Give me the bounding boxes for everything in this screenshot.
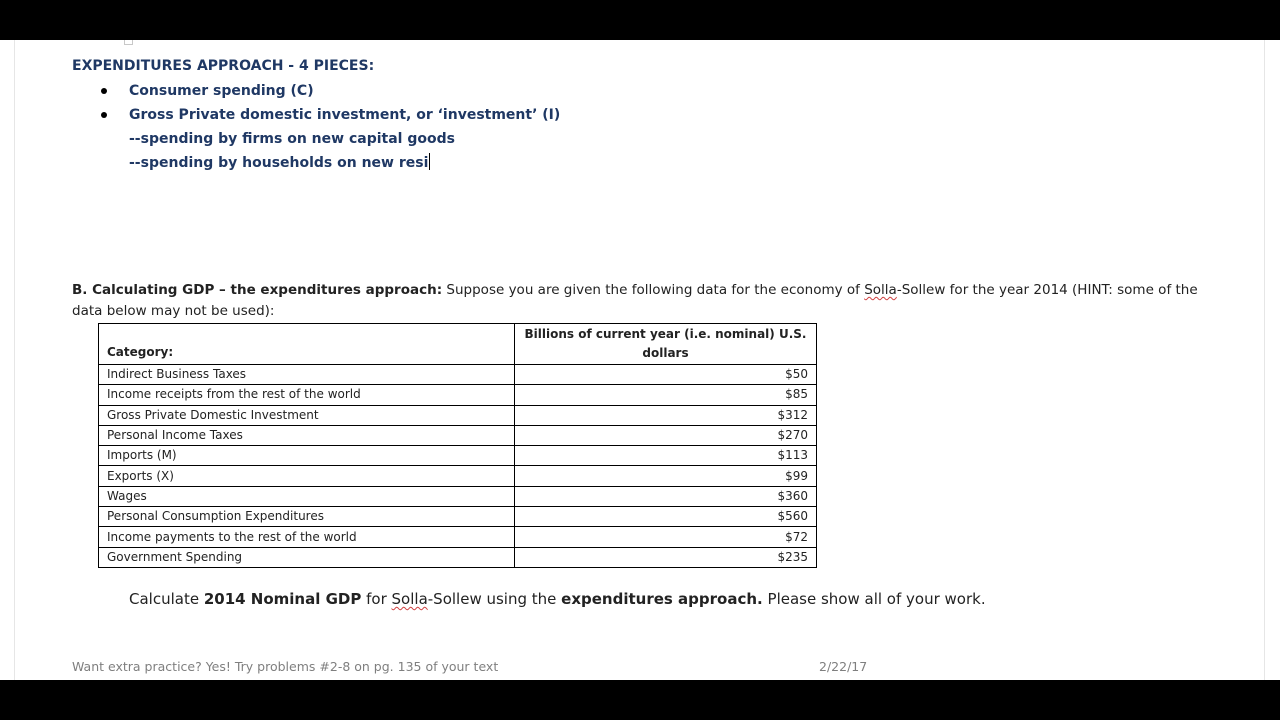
- row-value: $360: [515, 486, 817, 506]
- header-value: Billions of current year (i.e. nominal) U.S. dollars: [515, 324, 817, 365]
- table-row: [99, 527, 817, 547]
- section-heading: EXPENDITURES APPROACH - 4 PIECES:: [72, 58, 375, 74]
- sub-line-text: --spending by firms on new capital goods: [129, 131, 455, 147]
- section-b-text-after: for the year 2014 (HINT: some of the data below may not be used):: [72, 282, 1198, 319]
- section-b-text-before: Suppose you are given the following data for the economy of: [442, 282, 865, 298]
- text-cursor: [429, 153, 430, 170]
- question-text: Please show all of your work.: [762, 590, 986, 608]
- question-text: using the: [481, 590, 562, 608]
- row-value: $270: [515, 425, 817, 445]
- row-value: $235: [515, 547, 817, 567]
- spellcheck-word[interactable]: Solla: [864, 282, 897, 298]
- table-row: [99, 547, 817, 567]
- question-paragraph: [129, 590, 986, 608]
- row-value: $312: [515, 405, 817, 425]
- row-category: Income receipts from the rest of the world: [99, 385, 515, 405]
- row-value: $113: [515, 446, 817, 466]
- table-row: [99, 385, 817, 405]
- section-b-paragraph: [72, 280, 1222, 322]
- question-text: Calculate: [129, 590, 204, 608]
- row-value: $99: [515, 466, 817, 486]
- section-b-title: B. Calculating GDP – the expenditures approach:: [72, 282, 443, 298]
- sub-line-text: --spending by households on new resi: [129, 155, 429, 171]
- table-row: [99, 425, 817, 445]
- row-value: $560: [515, 507, 817, 527]
- footer-date: 2/22/17: [819, 659, 868, 674]
- row-category: Government Spending: [99, 547, 515, 567]
- data-table: [98, 323, 817, 568]
- question-bold-gdp: 2014 Nominal GDP: [203, 590, 362, 608]
- sub-line-firms: [129, 130, 455, 148]
- table-header-row: [99, 324, 817, 365]
- table-row: [99, 405, 817, 425]
- page-left-edge: [14, 40, 15, 680]
- bullet-item-investment: [100, 106, 560, 130]
- row-value: $72: [515, 527, 817, 547]
- table-row: [99, 507, 817, 527]
- bullet-list: [100, 82, 560, 130]
- sub-line-households: [129, 153, 430, 172]
- section-b-country-rest: -Sollew: [896, 282, 946, 298]
- table-row: [99, 486, 817, 506]
- row-value: $85: [515, 385, 817, 405]
- row-category: Personal Income Taxes: [99, 425, 515, 445]
- page-right-edge: [1264, 40, 1265, 680]
- row-category: Personal Consumption Expenditures: [99, 507, 515, 527]
- row-category: Income payments to the rest of the world: [99, 527, 515, 547]
- spellcheck-word[interactable]: Solla: [391, 590, 428, 608]
- row-category: Exports (X): [99, 466, 515, 486]
- margin-corner-mark: [124, 40, 133, 45]
- row-category: Imports (M): [99, 446, 515, 466]
- bullet-item-consumer: [100, 82, 560, 106]
- bullet-dot-icon: [101, 88, 107, 94]
- bullet-dot-icon: [101, 112, 107, 118]
- row-category: Wages: [99, 486, 515, 506]
- question-bold-approach: expenditures approach.: [561, 590, 763, 608]
- footer-practice-note: Want extra practice? Yes! Try problems #2-8 on pg. 135 of your text: [72, 659, 499, 674]
- table-row: [99, 365, 817, 385]
- question-country-rest: -Sollew: [427, 590, 482, 608]
- bullet-text: Consumer spending (C): [129, 83, 314, 99]
- header-category: Category:: [99, 324, 515, 365]
- bullet-text: Gross Private domestic investment, or ‘investment’ (I): [129, 107, 561, 123]
- table-row: [99, 466, 817, 486]
- question-text: for: [361, 590, 392, 608]
- table-row: [99, 446, 817, 466]
- document-page[interactable]: [0, 40, 1280, 680]
- row-category: Gross Private Domestic Investment: [99, 405, 515, 425]
- row-value: $50: [515, 365, 817, 385]
- row-category: Indirect Business Taxes: [99, 365, 515, 385]
